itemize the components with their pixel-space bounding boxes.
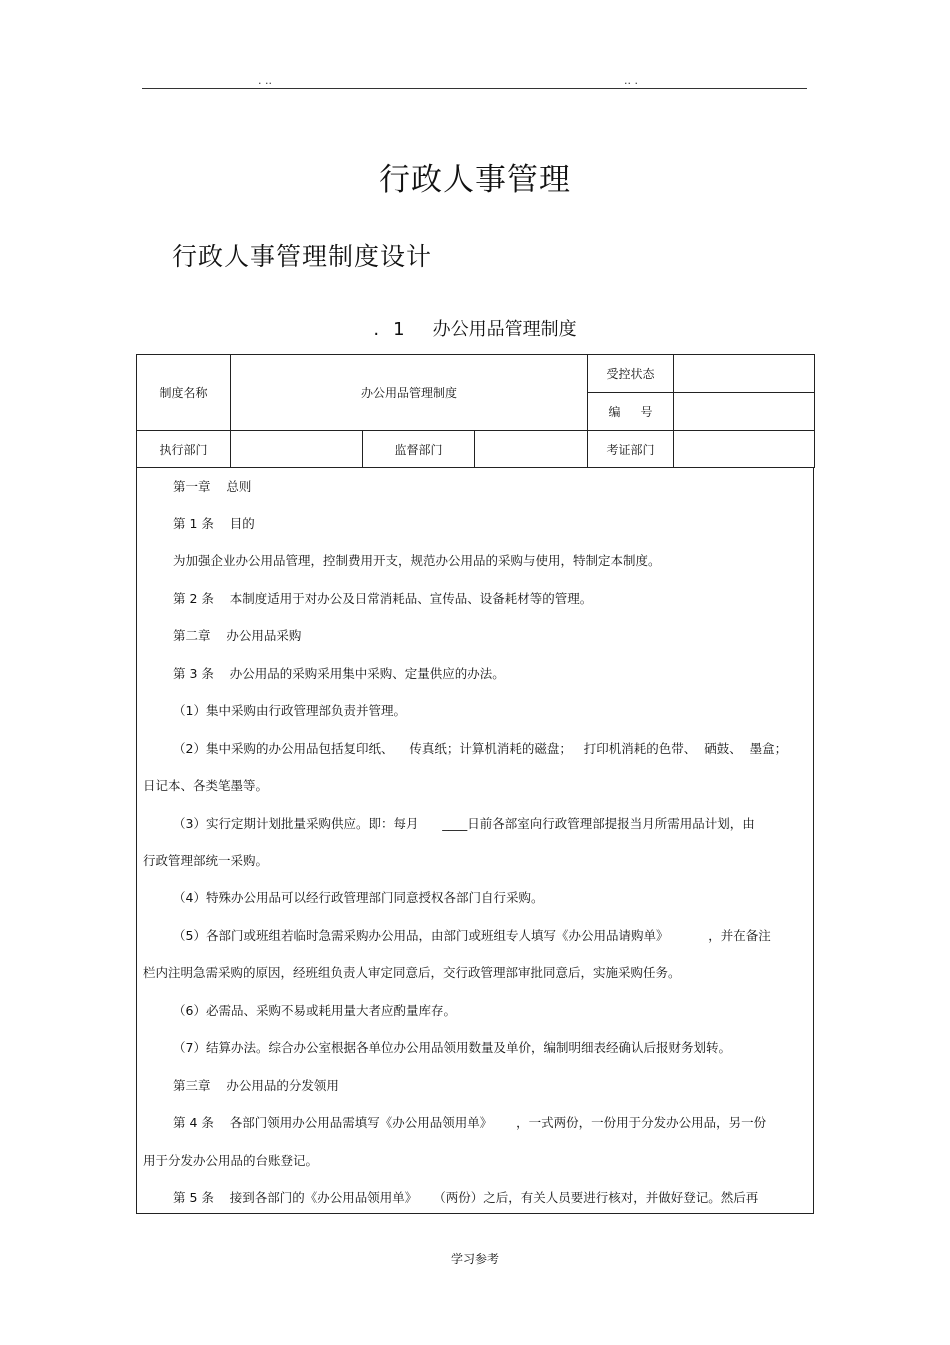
section-number: .1	[373, 319, 419, 340]
section-heading	[0, 315, 950, 341]
body-line: 第 5 条 接到各部门的《办公用品领用单》 （两份）之后，有关人员要进行核对，并做好登记。然后再	[173, 1190, 759, 1205]
supervise-dept-value	[475, 431, 588, 468]
body-line: 第 2 条 本制度适用于对办公及日常消耗品、宣传品、设备耗材等的管理。	[173, 591, 593, 606]
control-status-value	[674, 355, 815, 393]
body-line: （2）集中采购的办公用品包括复印纸、 传真纸；计算机消耗的磁盘； 打印机消耗的色带、 硒鼓、 墨盒；	[173, 741, 788, 756]
audit-dept-label: 考证部门	[588, 431, 674, 468]
audit-dept-value	[674, 431, 815, 468]
body-line: 行政管理部统一采购。	[143, 853, 269, 868]
body-line: 第 4 条 各部门领用办公用品需填写《办公用品领用单》 ，一式两份，一份用于分发办公用品，另一份	[173, 1115, 767, 1130]
document-title: 行政人事管理	[379, 162, 571, 198]
code-value	[674, 393, 815, 431]
body-line: 日记本、各类笔墨等。	[143, 778, 269, 793]
body-line: 用于分发办公用品的台账登记。	[143, 1153, 319, 1168]
document-subtitle: 行政人事管理制度设计	[172, 242, 433, 271]
section-title: 办公用品管理制度	[432, 319, 577, 340]
header-rule	[142, 88, 807, 89]
body-line: （5）各部门或班组若临时急需采购办公用品，由部门或班组专人填写《办公用品请购单》 ，并在备注	[173, 928, 771, 943]
control-status-label: 受控状态	[588, 355, 674, 393]
body-line: 第二章 办公用品采购	[173, 628, 302, 643]
policy-name-label: 制度名称	[137, 355, 231, 431]
body-line: 为加强企业办公用品管理，控制费用开支，规范办公用品的采购与使用，特制定本制度。	[173, 553, 661, 568]
body-line: （3）实行定期计划批量采购供应。即：每月 ____日前各部室向行政管理部提报当月所需用品计划，由	[173, 816, 755, 831]
body-line: 第三章 办公用品的分发领用	[173, 1078, 339, 1093]
body-line: （6）必需品、采购不易或耗用量大者应酌量库存。	[173, 1003, 456, 1018]
supervise-dept-label: 监督部门	[363, 431, 475, 468]
exec-dept-value	[231, 431, 363, 468]
page-footer: 学习参考	[450, 1252, 499, 1266]
header-dots-right: .. .	[624, 74, 638, 87]
body-line: （7）结算办法。综合办公室根据各单位办公用品领用数量及单价，编制明细表经确认后报财务划转。	[173, 1040, 731, 1055]
body-line: （4）特殊办公用品可以经行政管理部门同意授权各部门自行采购。	[173, 890, 544, 905]
policy-body	[136, 468, 814, 1214]
policy-meta-table	[136, 354, 815, 468]
body-line: 栏内注明急需采购的原因，经班组负责人审定同意后，交行政管理部审批同意后，实施采购任务。	[143, 965, 681, 980]
body-line: 第一章 总则	[173, 479, 252, 494]
body-line: （1）集中采购由行政管理部负责并管理。	[173, 703, 406, 718]
body-line: 第 1 条 目的	[173, 516, 255, 531]
exec-dept-label: 执行部门	[137, 431, 231, 468]
body-line: 第 3 条 办公用品的采购采用集中采购、定量供应的办法。	[173, 666, 505, 681]
code-label: 编号	[588, 393, 674, 431]
header-dots-left: . ..	[258, 74, 272, 87]
policy-name-value: 办公用品管理制度	[231, 355, 588, 431]
